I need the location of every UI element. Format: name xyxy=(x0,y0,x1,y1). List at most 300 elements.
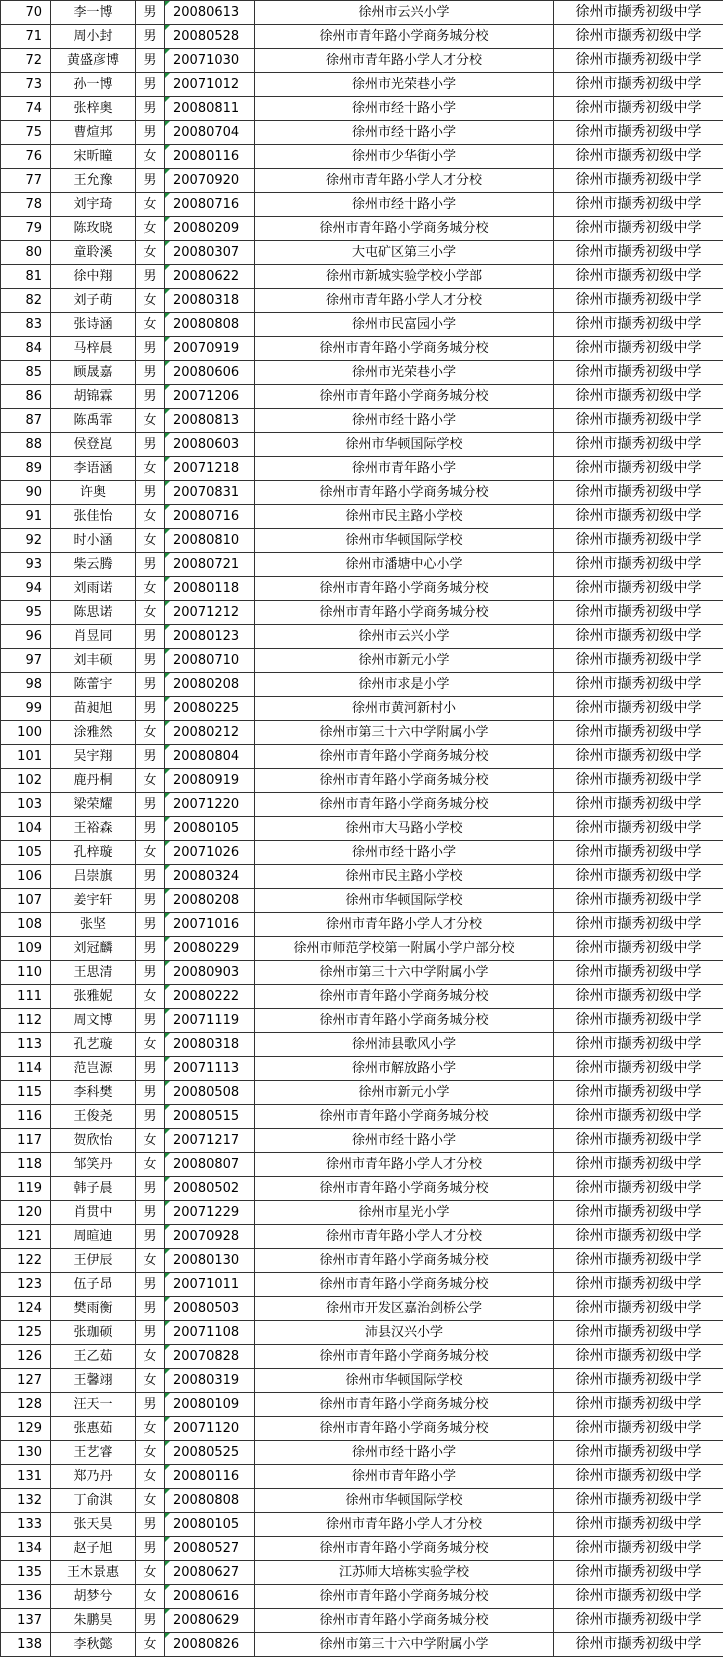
primary-school-cell: 徐州市解放路小学 xyxy=(255,1057,554,1081)
birth-date-cell: 20080903 xyxy=(165,961,255,985)
student-name-cell: 贺欣怡 xyxy=(51,1129,136,1153)
table-row xyxy=(1,841,723,865)
row-number-cell: 98 xyxy=(1,673,51,697)
assigned-middle-school-cell: 徐州市撷秀初级中学 xyxy=(554,25,723,49)
table-row xyxy=(1,1465,723,1489)
birth-date-cell: 20080116 xyxy=(165,1465,255,1489)
student-gender-cell: 男 xyxy=(136,1009,165,1033)
table-row xyxy=(1,961,723,985)
birth-date-cell: 20080123 xyxy=(165,625,255,649)
student-gender-cell: 女 xyxy=(136,457,165,481)
row-number-cell: 112 xyxy=(1,1009,51,1033)
student-name-cell: 孔艺璇 xyxy=(51,1033,136,1057)
student-name-cell: 张惠茹 xyxy=(51,1417,136,1441)
table-row xyxy=(1,745,723,769)
student-name-cell: 王馨翊 xyxy=(51,1369,136,1393)
student-gender-cell: 男 xyxy=(136,265,165,289)
birth-date-cell: 20080629 xyxy=(165,1609,255,1633)
student-gender-cell: 女 xyxy=(136,1489,165,1513)
table-row xyxy=(1,433,723,457)
assigned-middle-school-cell: 徐州市撷秀初级中学 xyxy=(554,1129,723,1153)
birth-date-cell: 20080105 xyxy=(165,817,255,841)
birth-date-cell: 20080319 xyxy=(165,1369,255,1393)
table-row xyxy=(1,1081,723,1105)
student-name-cell: 汪天一 xyxy=(51,1393,136,1417)
assigned-middle-school-cell: 徐州市撷秀初级中学 xyxy=(554,961,723,985)
birth-date-cell: 20071217 xyxy=(165,1129,255,1153)
student-name-cell: 张天昊 xyxy=(51,1513,136,1537)
row-number-cell: 132 xyxy=(1,1489,51,1513)
primary-school-cell: 徐州市师范学校第一附属小学户部分校 xyxy=(255,937,554,961)
table-row xyxy=(1,49,723,73)
primary-school-cell: 徐州市青年路小学 xyxy=(255,457,554,481)
student-name-cell: 侯登崑 xyxy=(51,433,136,457)
primary-school-cell: 徐州沛县歌风小学 xyxy=(255,1033,554,1057)
assigned-middle-school-cell: 徐州市撷秀初级中学 xyxy=(554,265,723,289)
row-number-cell: 122 xyxy=(1,1249,51,1273)
student-gender-cell: 女 xyxy=(136,505,165,529)
student-gender-cell: 女 xyxy=(136,1249,165,1273)
primary-school-cell: 徐州市青年路小学商务城分校 xyxy=(255,793,554,817)
assigned-middle-school-cell: 徐州市撷秀初级中学 xyxy=(554,1297,723,1321)
row-number-cell: 125 xyxy=(1,1321,51,1345)
student-gender-cell: 男 xyxy=(136,1513,165,1537)
assigned-middle-school-cell: 徐州市撷秀初级中学 xyxy=(554,481,723,505)
table-row xyxy=(1,385,723,409)
table-row xyxy=(1,673,723,697)
student-gender-cell: 女 xyxy=(136,145,165,169)
assigned-middle-school-cell: 徐州市撷秀初级中学 xyxy=(554,385,723,409)
table-row xyxy=(1,1297,723,1321)
table-row xyxy=(1,409,723,433)
primary-school-cell: 徐州市华顿国际学校 xyxy=(255,889,554,913)
student-name-cell: 陈思诺 xyxy=(51,601,136,625)
row-number-cell: 115 xyxy=(1,1081,51,1105)
assigned-middle-school-cell: 徐州市撷秀初级中学 xyxy=(554,985,723,1009)
student-name-cell: 赵子旭 xyxy=(51,1537,136,1561)
primary-school-cell: 徐州市经十路小学 xyxy=(255,121,554,145)
table-row xyxy=(1,313,723,337)
student-gender-cell: 女 xyxy=(136,721,165,745)
student-gender-cell: 男 xyxy=(136,649,165,673)
birth-date-cell: 20080307 xyxy=(165,241,255,265)
student-gender-cell: 男 xyxy=(136,361,165,385)
row-number-cell: 130 xyxy=(1,1441,51,1465)
student-gender-cell: 男 xyxy=(136,337,165,361)
primary-school-cell: 徐州市青年路小学商务城分校 xyxy=(255,985,554,1009)
primary-school-cell: 徐州市星光小学 xyxy=(255,1201,554,1225)
student-name-cell: 刘冠麟 xyxy=(51,937,136,961)
primary-school-cell: 徐州市青年路小学商务城分校 xyxy=(255,481,554,505)
assigned-middle-school-cell: 徐州市撷秀初级中学 xyxy=(554,1057,723,1081)
birth-date-cell: 20080105 xyxy=(165,1513,255,1537)
row-number-cell: 79 xyxy=(1,217,51,241)
primary-school-cell: 徐州市青年路小学商务城分校 xyxy=(255,217,554,241)
student-gender-cell: 男 xyxy=(136,1057,165,1081)
table-row xyxy=(1,1273,723,1297)
student-name-cell: 顾晟嘉 xyxy=(51,361,136,385)
primary-school-cell: 徐州市青年路小学商务城分校 xyxy=(255,1177,554,1201)
assigned-middle-school-cell: 徐州市撷秀初级中学 xyxy=(554,1273,723,1297)
student-name-cell: 王裕森 xyxy=(51,817,136,841)
student-gender-cell: 男 xyxy=(136,97,165,121)
student-gender-cell: 男 xyxy=(136,481,165,505)
table-row xyxy=(1,1033,723,1057)
table-row xyxy=(1,193,723,217)
birth-date-cell: 20071011 xyxy=(165,1273,255,1297)
student-gender-cell: 男 xyxy=(136,1201,165,1225)
student-name-cell: 陈禹霏 xyxy=(51,409,136,433)
table-row xyxy=(1,73,723,97)
table-row xyxy=(1,1153,723,1177)
primary-school-cell: 沛县汉兴小学 xyxy=(255,1321,554,1345)
row-number-cell: 83 xyxy=(1,313,51,337)
row-number-cell: 134 xyxy=(1,1537,51,1561)
birth-date-cell: 20080716 xyxy=(165,193,255,217)
assigned-middle-school-cell: 徐州市撷秀初级中学 xyxy=(554,1201,723,1225)
row-number-cell: 106 xyxy=(1,865,51,889)
assigned-middle-school-cell: 徐州市撷秀初级中学 xyxy=(554,1105,723,1129)
row-number-cell: 129 xyxy=(1,1417,51,1441)
assigned-middle-school-cell: 徐州市撷秀初级中学 xyxy=(554,1345,723,1369)
student-name-cell: 张诗涵 xyxy=(51,313,136,337)
primary-school-cell: 徐州市青年路小学人才分校 xyxy=(255,1225,554,1249)
row-number-cell: 105 xyxy=(1,841,51,865)
primary-school-cell: 徐州市青年路小学商务城分校 xyxy=(255,1105,554,1129)
primary-school-cell: 徐州市青年路小学人才分校 xyxy=(255,1153,554,1177)
primary-school-cell: 徐州市青年路小学商务城分校 xyxy=(255,337,554,361)
birth-date-cell: 20080704 xyxy=(165,121,255,145)
assigned-middle-school-cell: 徐州市撷秀初级中学 xyxy=(554,121,723,145)
table-row xyxy=(1,625,723,649)
student-gender-cell: 女 xyxy=(136,985,165,1009)
assigned-middle-school-cell: 徐州市撷秀初级中学 xyxy=(554,913,723,937)
student-gender-cell: 女 xyxy=(136,1153,165,1177)
birth-date-cell: 20080528 xyxy=(165,25,255,49)
student-name-cell: 王艺睿 xyxy=(51,1441,136,1465)
table-row xyxy=(1,1225,723,1249)
primary-school-cell: 徐州市开发区嘉治剑桥公学 xyxy=(255,1297,554,1321)
row-number-cell: 80 xyxy=(1,241,51,265)
row-number-cell: 99 xyxy=(1,697,51,721)
table-row xyxy=(1,505,723,529)
table-row xyxy=(1,793,723,817)
table-row xyxy=(1,1009,723,1033)
student-gender-cell: 男 xyxy=(136,553,165,577)
row-number-cell: 104 xyxy=(1,817,51,841)
student-name-cell: 王俊尧 xyxy=(51,1105,136,1129)
student-gender-cell: 男 xyxy=(136,625,165,649)
birth-date-cell: 20080616 xyxy=(165,1585,255,1609)
birth-date-cell: 20080804 xyxy=(165,745,255,769)
student-name-cell: 肖昱同 xyxy=(51,625,136,649)
student-name-cell: 孙一博 xyxy=(51,73,136,97)
student-gender-cell: 男 xyxy=(136,1537,165,1561)
birth-date-cell: 20080229 xyxy=(165,937,255,961)
table-row xyxy=(1,1585,723,1609)
assigned-middle-school-cell: 徐州市撷秀初级中学 xyxy=(554,169,723,193)
assigned-middle-school-cell: 徐州市撷秀初级中学 xyxy=(554,1513,723,1537)
primary-school-cell: 徐州市青年路小学商务城分校 xyxy=(255,1393,554,1417)
assigned-middle-school-cell: 徐州市撷秀初级中学 xyxy=(554,241,723,265)
row-number-cell: 89 xyxy=(1,457,51,481)
student-name-cell: 王伊辰 xyxy=(51,1249,136,1273)
student-gender-cell: 男 xyxy=(136,1609,165,1633)
student-name-cell: 曹煊邦 xyxy=(51,121,136,145)
primary-school-cell: 徐州市华顿国际学校 xyxy=(255,433,554,457)
student-name-cell: 涂雅然 xyxy=(51,721,136,745)
student-gender-cell: 男 xyxy=(136,1321,165,1345)
row-number-cell: 97 xyxy=(1,649,51,673)
primary-school-cell: 徐州市青年路小学商务城分校 xyxy=(255,1345,554,1369)
birth-date-cell: 20071206 xyxy=(165,385,255,409)
birth-date-cell: 20080826 xyxy=(165,1633,255,1657)
table-row xyxy=(1,97,723,121)
row-number-cell: 110 xyxy=(1,961,51,985)
birth-date-cell: 20071212 xyxy=(165,601,255,625)
row-number-cell: 138 xyxy=(1,1633,51,1657)
birth-date-cell: 20080808 xyxy=(165,1489,255,1513)
student-name-cell: 王乙茹 xyxy=(51,1345,136,1369)
row-number-cell: 127 xyxy=(1,1369,51,1393)
primary-school-cell: 徐州市青年路小学人才分校 xyxy=(255,1513,554,1537)
student-name-cell: 张梓奥 xyxy=(51,97,136,121)
row-number-cell: 103 xyxy=(1,793,51,817)
row-number-cell: 121 xyxy=(1,1225,51,1249)
student-name-cell: 许奥 xyxy=(51,481,136,505)
primary-school-cell: 徐州市经十路小学 xyxy=(255,193,554,217)
table-row xyxy=(1,889,723,913)
student-name-cell: 邹笑丹 xyxy=(51,1153,136,1177)
row-number-cell: 116 xyxy=(1,1105,51,1129)
student-gender-cell: 男 xyxy=(136,913,165,937)
primary-school-cell: 徐州市青年路小学商务城分校 xyxy=(255,25,554,49)
student-name-cell: 张雅妮 xyxy=(51,985,136,1009)
table-row xyxy=(1,985,723,1009)
primary-school-cell: 徐州市青年路小学商务城分校 xyxy=(255,601,554,625)
table-row xyxy=(1,1105,723,1129)
birth-date-cell: 20071026 xyxy=(165,841,255,865)
primary-school-cell: 徐州市民主路小学校 xyxy=(255,505,554,529)
student-name-cell: 郑乃丹 xyxy=(51,1465,136,1489)
primary-school-cell: 徐州市少华街小学 xyxy=(255,145,554,169)
student-gender-cell: 男 xyxy=(136,865,165,889)
row-number-cell: 93 xyxy=(1,553,51,577)
birth-date-cell: 20080222 xyxy=(165,985,255,1009)
birth-date-cell: 20080130 xyxy=(165,1249,255,1273)
row-number-cell: 119 xyxy=(1,1177,51,1201)
birth-date-cell: 20080807 xyxy=(165,1153,255,1177)
birth-date-cell: 20080209 xyxy=(165,217,255,241)
student-gender-cell: 男 xyxy=(136,697,165,721)
primary-school-cell: 徐州市求是小学 xyxy=(255,673,554,697)
primary-school-cell: 徐州市青年路小学商务城分校 xyxy=(255,577,554,601)
birth-date-cell: 20080721 xyxy=(165,553,255,577)
assigned-middle-school-cell: 徐州市撷秀初级中学 xyxy=(554,457,723,481)
birth-date-cell: 20080225 xyxy=(165,697,255,721)
primary-school-cell: 徐州市经十路小学 xyxy=(255,1129,554,1153)
assigned-middle-school-cell: 徐州市撷秀初级中学 xyxy=(554,601,723,625)
assigned-middle-school-cell: 徐州市撷秀初级中学 xyxy=(554,697,723,721)
row-number-cell: 95 xyxy=(1,601,51,625)
table-row xyxy=(1,1249,723,1273)
primary-school-cell: 徐州市新元小学 xyxy=(255,1081,554,1105)
row-number-cell: 109 xyxy=(1,937,51,961)
row-number-cell: 114 xyxy=(1,1057,51,1081)
student-gender-cell: 男 xyxy=(136,1393,165,1417)
student-gender-cell: 男 xyxy=(136,25,165,49)
primary-school-cell: 徐州市华顿国际学校 xyxy=(255,1489,554,1513)
table-row xyxy=(1,577,723,601)
assigned-middle-school-cell: 徐州市撷秀初级中学 xyxy=(554,1633,723,1657)
row-number-cell: 137 xyxy=(1,1609,51,1633)
student-name-cell: 吴宇翔 xyxy=(51,745,136,769)
assigned-middle-school-cell: 徐州市撷秀初级中学 xyxy=(554,721,723,745)
student-name-cell: 时小涵 xyxy=(51,529,136,553)
assigned-middle-school-cell: 徐州市撷秀初级中学 xyxy=(554,1153,723,1177)
assigned-middle-school-cell: 徐州市撷秀初级中学 xyxy=(554,673,723,697)
birth-date-cell: 20080324 xyxy=(165,865,255,889)
assigned-middle-school-cell: 徐州市撷秀初级中学 xyxy=(554,553,723,577)
primary-school-cell: 徐州市潘塘中心小学 xyxy=(255,553,554,577)
assigned-middle-school-cell: 徐州市撷秀初级中学 xyxy=(554,49,723,73)
row-number-cell: 113 xyxy=(1,1033,51,1057)
row-number-cell: 91 xyxy=(1,505,51,529)
row-number-cell: 136 xyxy=(1,1585,51,1609)
student-name-cell: 刘丰硕 xyxy=(51,649,136,673)
assigned-middle-school-cell: 徐州市撷秀初级中学 xyxy=(554,1489,723,1513)
student-name-cell: 刘宇琦 xyxy=(51,193,136,217)
row-number-cell: 92 xyxy=(1,529,51,553)
assigned-middle-school-cell: 徐州市撷秀初级中学 xyxy=(554,313,723,337)
student-gender-cell: 女 xyxy=(136,1441,165,1465)
primary-school-cell: 徐州市华顿国际学校 xyxy=(255,1369,554,1393)
assigned-middle-school-cell: 徐州市撷秀初级中学 xyxy=(554,1537,723,1561)
birth-date-cell: 20071220 xyxy=(165,793,255,817)
primary-school-cell: 徐州市经十路小学 xyxy=(255,97,554,121)
birth-date-cell: 20080627 xyxy=(165,1561,255,1585)
assigned-middle-school-cell: 徐州市撷秀初级中学 xyxy=(554,793,723,817)
student-gender-cell: 女 xyxy=(136,1633,165,1657)
row-number-cell: 85 xyxy=(1,361,51,385)
birth-date-cell: 20080813 xyxy=(165,409,255,433)
table-row xyxy=(1,25,723,49)
assigned-middle-school-cell: 徐州市撷秀初级中学 xyxy=(554,1441,723,1465)
student-name-cell: 吕崇旗 xyxy=(51,865,136,889)
student-gender-cell: 女 xyxy=(136,841,165,865)
table-row xyxy=(1,697,723,721)
birth-date-cell: 20071120 xyxy=(165,1417,255,1441)
row-number-cell: 84 xyxy=(1,337,51,361)
student-name-cell: 苗昶旭 xyxy=(51,697,136,721)
student-name-cell: 丁俞淇 xyxy=(51,1489,136,1513)
assigned-middle-school-cell: 徐州市撷秀初级中学 xyxy=(554,1225,723,1249)
row-number-cell: 100 xyxy=(1,721,51,745)
table-row xyxy=(1,1,723,25)
table-row xyxy=(1,337,723,361)
assigned-middle-school-cell: 徐州市撷秀初级中学 xyxy=(554,361,723,385)
assigned-middle-school-cell: 徐州市撷秀初级中学 xyxy=(554,1081,723,1105)
student-name-cell: 肖贯中 xyxy=(51,1201,136,1225)
row-number-cell: 94 xyxy=(1,577,51,601)
student-name-cell: 刘子萌 xyxy=(51,289,136,313)
table-row xyxy=(1,265,723,289)
primary-school-cell: 徐州市光荣巷小学 xyxy=(255,361,554,385)
student-name-cell: 黄盛彦博 xyxy=(51,49,136,73)
primary-school-cell: 徐州市青年路小学人才分校 xyxy=(255,49,554,73)
row-number-cell: 123 xyxy=(1,1273,51,1297)
student-gender-cell: 女 xyxy=(136,529,165,553)
student-name-cell: 范岂源 xyxy=(51,1057,136,1081)
assigned-middle-school-cell: 徐州市撷秀初级中学 xyxy=(554,505,723,529)
row-number-cell: 96 xyxy=(1,625,51,649)
row-number-cell: 111 xyxy=(1,985,51,1009)
primary-school-cell: 徐州市青年路小学商务城分校 xyxy=(255,1249,554,1273)
student-gender-cell: 男 xyxy=(136,745,165,769)
student-gender-cell: 男 xyxy=(136,49,165,73)
primary-school-cell: 徐州市经十路小学 xyxy=(255,1441,554,1465)
birth-date-cell: 20071016 xyxy=(165,913,255,937)
student-gender-cell: 男 xyxy=(136,817,165,841)
student-gender-cell: 男 xyxy=(136,1105,165,1129)
assigned-middle-school-cell: 徐州市撷秀初级中学 xyxy=(554,745,723,769)
student-gender-cell: 女 xyxy=(136,241,165,265)
primary-school-cell: 徐州市大马路小学校 xyxy=(255,817,554,841)
birth-date-cell: 20070828 xyxy=(165,1345,255,1369)
student-gender-cell: 男 xyxy=(136,385,165,409)
assigned-middle-school-cell: 徐州市撷秀初级中学 xyxy=(554,73,723,97)
row-number-cell: 82 xyxy=(1,289,51,313)
assigned-middle-school-cell: 徐州市撷秀初级中学 xyxy=(554,1585,723,1609)
student-gender-cell: 女 xyxy=(136,1561,165,1585)
table-row xyxy=(1,1537,723,1561)
primary-school-cell: 徐州市青年路小学商务城分校 xyxy=(255,1585,554,1609)
row-number-cell: 133 xyxy=(1,1513,51,1537)
table-row xyxy=(1,1561,723,1585)
student-gender-cell: 女 xyxy=(136,1585,165,1609)
birth-date-cell: 20071119 xyxy=(165,1009,255,1033)
student-gender-cell: 男 xyxy=(136,121,165,145)
student-gender-cell: 女 xyxy=(136,313,165,337)
birth-date-cell: 20071108 xyxy=(165,1321,255,1345)
student-name-cell: 朱鹏昊 xyxy=(51,1609,136,1633)
table-row xyxy=(1,1489,723,1513)
assigned-middle-school-cell: 徐州市撷秀初级中学 xyxy=(554,145,723,169)
table-row xyxy=(1,241,723,265)
assigned-middle-school-cell: 徐州市撷秀初级中学 xyxy=(554,529,723,553)
birth-date-cell: 20071113 xyxy=(165,1057,255,1081)
student-name-cell: 伍子昂 xyxy=(51,1273,136,1297)
birth-date-cell: 20080508 xyxy=(165,1081,255,1105)
student-gender-cell: 男 xyxy=(136,1297,165,1321)
primary-school-cell: 徐州市青年路小学 xyxy=(255,1465,554,1489)
row-number-cell: 128 xyxy=(1,1393,51,1417)
primary-school-cell: 徐州市云兴小学 xyxy=(255,625,554,649)
student-gender-cell: 女 xyxy=(136,289,165,313)
assigned-middle-school-cell: 徐州市撷秀初级中学 xyxy=(554,1417,723,1441)
row-number-cell: 131 xyxy=(1,1465,51,1489)
student-name-cell: 樊雨衡 xyxy=(51,1297,136,1321)
student-gender-cell: 女 xyxy=(136,769,165,793)
birth-date-cell: 20080716 xyxy=(165,505,255,529)
primary-school-cell: 徐州市第三十六中学附属小学 xyxy=(255,721,554,745)
birth-date-cell: 20080603 xyxy=(165,433,255,457)
primary-school-cell: 徐州市新城实验学校小学部 xyxy=(255,265,554,289)
student-name-cell: 王允豫 xyxy=(51,169,136,193)
student-name-cell: 陈玫晓 xyxy=(51,217,136,241)
assigned-middle-school-cell: 徐州市撷秀初级中学 xyxy=(554,409,723,433)
assigned-middle-school-cell: 徐州市撷秀初级中学 xyxy=(554,1393,723,1417)
